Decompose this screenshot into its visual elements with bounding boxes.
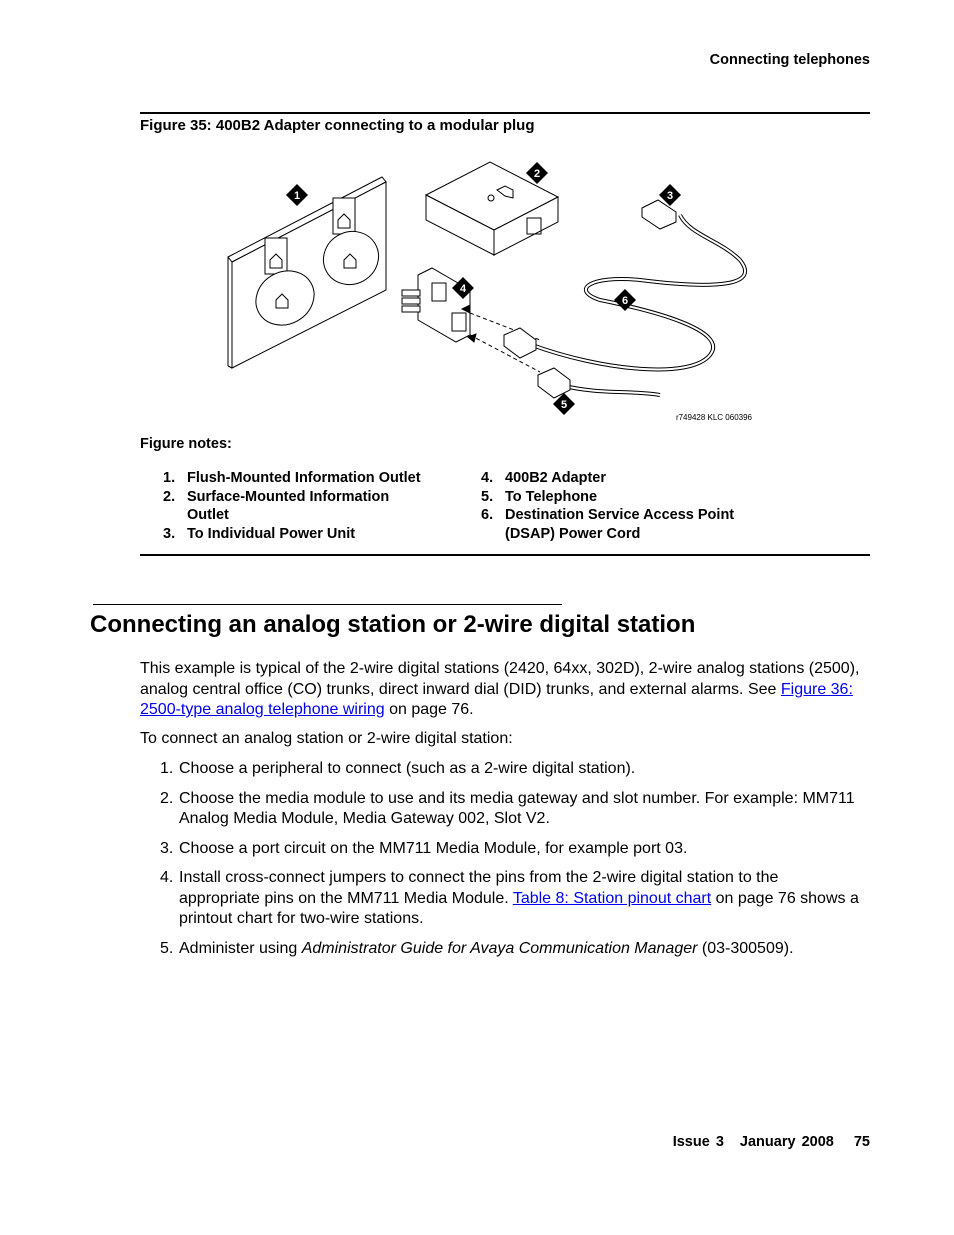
intro-paragraph: This example is typical of the 2-wire digital stations (2420, 64xx, 302D), 2-wire analog stations (2500), analog central office (CO) trunks, direct inward dial (DID) trunks, and external alarms. See Figure 36: 2500-type analog telephone wiring on page 76. [140,660,860,718]
footer-issue: Issue 3 [672,1134,724,1150]
figure-36-link[interactable]: Figure 36: 2500-type analog telephone wiring [140,680,853,718]
svg-text:2: 2 [533,168,541,180]
figure-notes-title: Figure notes: [140,436,232,452]
step-item: 3. Choose a port circuit on the MM711 Media Module, for example port 03. [160,839,688,857]
figure-note: 2. Surface-Mounted Information Outlet [163,488,390,524]
svg-text:3: 3 [666,190,674,202]
figure-notes-column-1 [163,469,463,544]
svg-text:6: 6 [621,295,629,307]
step-item: 5. Administer using Administrator Guide for Avaya Communication Manager (03-300509). [160,939,794,957]
lead-in-text: To connect an analog station or 2-wire digital station: [140,730,513,747]
callout-1 [286,184,308,206]
section-rule [93,604,562,605]
page-number: 75 [853,1134,870,1150]
figure-note: 3. To Individual Power Unit [163,526,356,543]
figure-note: 5. To Telephone [481,488,598,505]
steps-list [160,759,860,968]
step-item: 4. Install cross-connect jumpers to connect the pins from the 2-wire digital station to the appropriate pins on the MM711 Media Module. Table 8: Station pinout chart on page 76 shows a printout chart for two-wire stations. [160,869,859,927]
step-item: 1. Choose a peripheral to connect (such as a 2-wire digital station). [160,760,636,777]
figure-notes-column-2 [481,469,781,544]
flush-outlet-illustration [228,177,388,368]
callout-2 [526,162,548,184]
footer-date: January 2008 [739,1134,834,1150]
image-code: r749428 KLC 060396 [675,413,752,422]
svg-text:1: 1 [293,190,301,202]
running-header: Connecting telephones [709,52,870,68]
page-footer [663,1134,870,1150]
section-title: Connecting an analog station or 2-wire digital station [90,611,696,638]
figure-illustration [140,150,870,430]
figure-top-rule [140,112,870,114]
svg-text:4: 4 [459,283,467,295]
figure-note: 6. Destination Service Access Point (DSAP) Power Cord [481,507,735,543]
step-item: 2. Choose the media module to use and its media gateway and slot number. For example: MM711 Analog Media Module, Media Gateway 002, Slot V2. [160,789,855,827]
svg-text:5: 5 [560,399,568,411]
figure-title: Figure 35: 400B2 Adapter connecting to a modular plug [140,117,535,134]
table-8-link[interactable]: Table 8: Station pinout chart [512,889,712,907]
guide-title: Administrator Guide for Avaya Communication Manager [301,939,698,957]
figure-note: 4. 400B2 Adapter [481,470,607,486]
figure-bottom-rule [140,554,870,556]
figure-note: 1. Flush-Mounted Information Outlet [163,470,421,486]
